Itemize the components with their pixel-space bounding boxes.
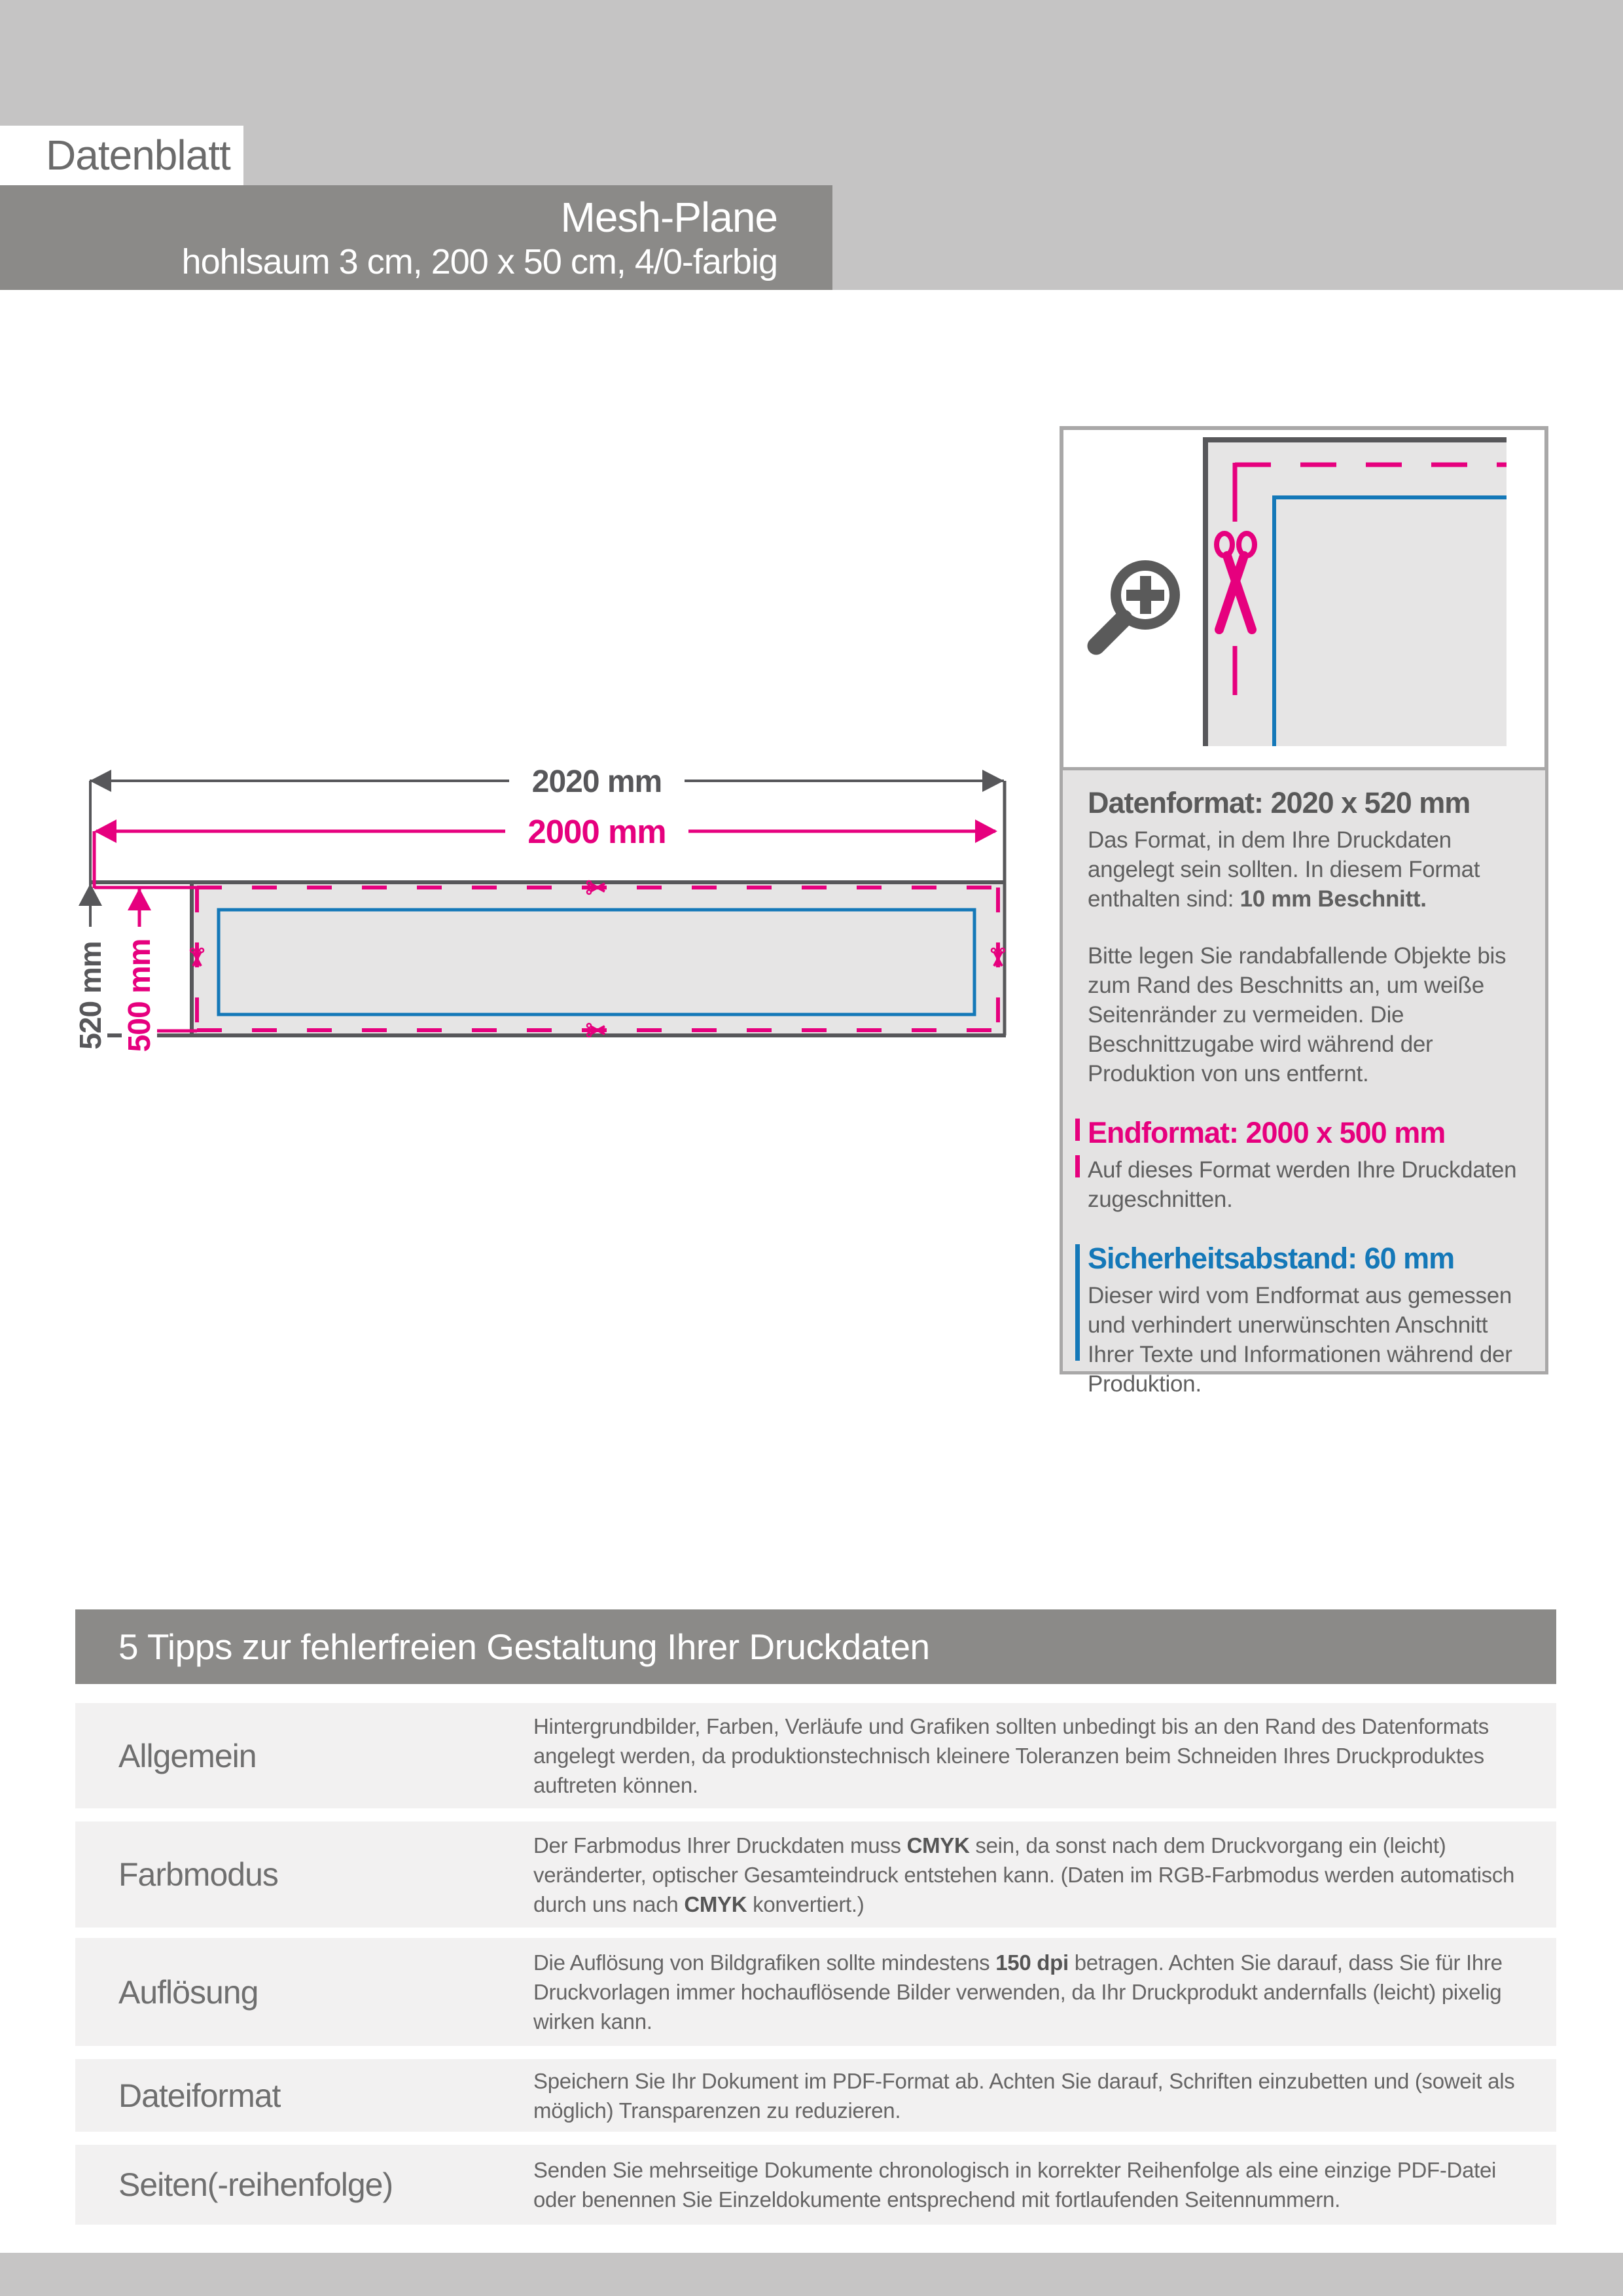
- product-spec: hohlsaum 3 cm, 200 x 50 cm, 4/0-farbig: [181, 242, 777, 281]
- tip-label: Farbmodus: [118, 1856, 278, 1893]
- sicherheitsabstand-heading: Sicherheitsabstand: 60 mm: [1088, 1242, 1455, 1275]
- tips-header-bar: [75, 1609, 1556, 1684]
- sicherheitsabstand-text: Dieser wird vom Endformat aus gemessen und verhindert unerwünschten Anschnitt Ihrer Texte und Informationen während der Produktion.: [1088, 1283, 1512, 1397]
- dim-width-outer-label: 2020 mm: [531, 764, 662, 799]
- endformat-accent-bar: [1075, 1119, 1080, 1192]
- sheet-title: Datenblatt: [46, 132, 230, 179]
- zoom-plus-icon: [1096, 565, 1175, 646]
- tip-text: Senden Sie mehrseitige Dokumente chronologisch in korrekter Reihenfolge als eine einzige PDF-Datei oder benennen Sie Einzeldokumente entsprechend mit fortlaufenden Seitennummern.: [533, 2158, 1497, 2212]
- datenformat-area: [192, 882, 1005, 1035]
- format-info-panel: [1060, 767, 1548, 1397]
- bleed-note-text: Bitte legen Sie randabfallende Objekte bis zum Rand des Beschnitts an, um weiße Seitenränder zu vermeiden. Die Beschnittzugabe wird während der Produktion von uns entfernt.: [1088, 943, 1507, 1086]
- datenformat-heading: Datenformat: 2020 x 520 mm: [1088, 786, 1471, 819]
- format-diagram: [0, 746, 1113, 1152]
- tip-label: Auflösung: [118, 1973, 259, 2011]
- tip-text: Speichern Sie Ihr Dokument im PDF-Format ab. Achten Sie darauf, Schriften einzubetten und (soweit als möglich) Transparenzen zu reduzieren.: [533, 2068, 1515, 2123]
- endformat-block: [1088, 1116, 1523, 1214]
- tip-label: Seiten(-reihenfolge): [118, 2166, 393, 2203]
- endformat-text: Auf dieses Format werden Ihre Druckdaten zugeschnitten.: [1088, 1157, 1517, 1212]
- tip-row-allgemein: [75, 1703, 1556, 1808]
- sicherheitsabstand-block: [1088, 1242, 1523, 1399]
- datenformat-block: [1088, 786, 1523, 1088]
- arrow-right-icon: [975, 819, 997, 843]
- footer-band: [0, 2253, 1623, 2296]
- sicherheitsabstand-accent-bar: [1075, 1244, 1080, 1361]
- tip-row-farbmodus: [75, 1821, 1556, 1928]
- tip-text: Hintergrundbilder, Farben, Verläufe und Grafiken sollten unbedingt bis an den Rand des Datenformats angelegt werden, da produktionstechnisch kleinere Toleranzen beim Schneiden Ihres Druckproduktes auftreten können.: [533, 1714, 1489, 1797]
- tip-text: Die Auflösung von Bildgrafiken sollte mindestens 150 dpi betragen. Achten Sie darauf, dass Sie für Ihre Druckvorlagen immer hochauflösende Bilder verwenden, da Ihr Druckprodukt andernfalls (leicht) pixelig wirken kann.: [533, 1950, 1503, 2034]
- dim-width-trim-label: 2000 mm: [527, 813, 666, 850]
- tip-label: Allgemein: [118, 1737, 257, 1774]
- datenformat-text: Das Format, in dem Ihre Druckdaten angelegt sein sollten. In diesem Format enthalten sind: 10 mm Beschnitt.: [1088, 827, 1480, 912]
- tip-row-dateiformat: [75, 2059, 1556, 2132]
- tip-row-seitenreihenfolge: [75, 2145, 1556, 2225]
- arrow-left-icon: [94, 819, 116, 843]
- zoom-detail-box: [1060, 426, 1548, 772]
- arrow-up-icon: [128, 888, 151, 910]
- tip-text: Der Farbmodus Ihrer Druckdaten muss CMYK sein, da sonst nach dem Druckvorgang ein (leicht) veränderter, optischer Gesamteindruck entstehen kann. (Daten im RGB-Farbmodus werden automatisch durch uns nach CMYK konvertiert.): [533, 1833, 1515, 1916]
- arrow-left-icon: [90, 770, 111, 792]
- endformat-heading: Endformat: 2000 x 500 mm: [1088, 1116, 1446, 1149]
- product-header-bar: [0, 185, 832, 290]
- tips-table: [75, 1703, 1556, 2225]
- dim-height-outer-label: 520 mm: [73, 941, 107, 1050]
- tip-label: Dateiformat: [118, 2077, 281, 2114]
- tips-heading: 5 Tipps zur fehlerfreien Gestaltung Ihrer Druckdaten: [118, 1626, 930, 1667]
- dim-height-trim-label: 500 mm: [122, 939, 157, 1052]
- sheet-title-box: [0, 126, 243, 185]
- tip-row-aufloesung: [75, 1938, 1556, 2046]
- product-name: Mesh-Plane: [560, 194, 777, 241]
- zoom-detail-illustration: [1063, 430, 1544, 768]
- mock-page-area: [1208, 442, 1507, 746]
- arrow-right-icon: [982, 770, 1004, 792]
